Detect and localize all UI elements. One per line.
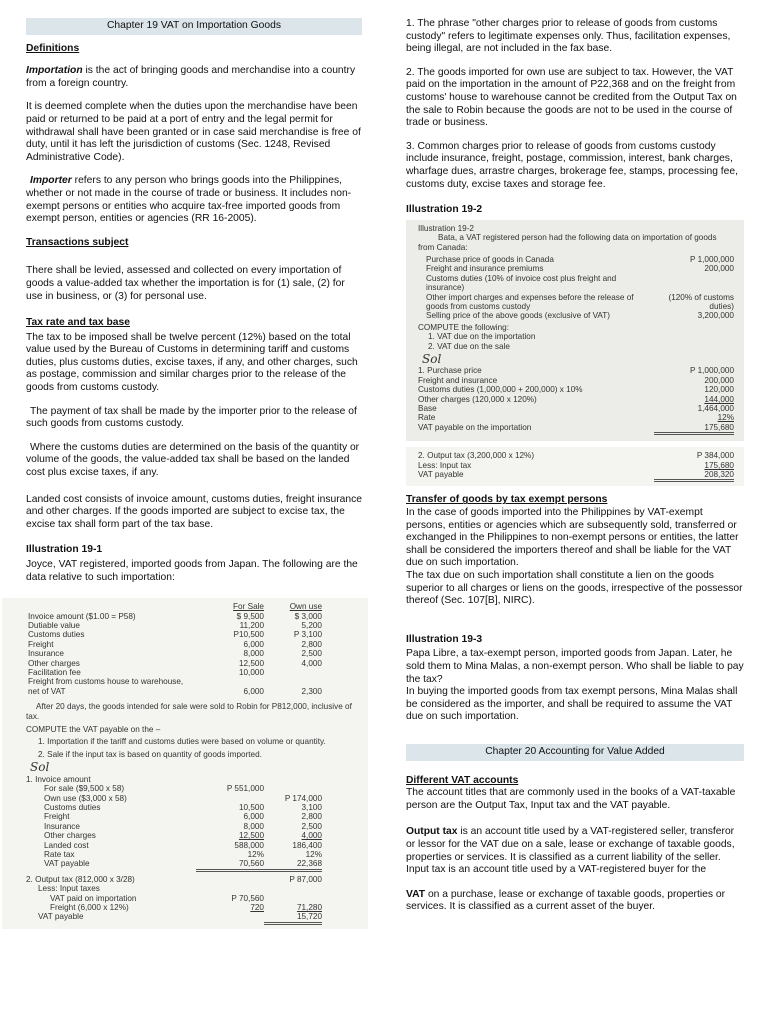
row-label: Customs duties: [44, 802, 101, 812]
scan2-q1: 1. VAT due on the importation: [428, 332, 536, 342]
scan1-compute: COMPUTE the VAT payable on the –: [26, 725, 161, 735]
table-row: [26, 677, 362, 686]
table-row: [418, 423, 734, 435]
row-value: $ 3,000: [294, 611, 322, 621]
different-vat-heading: Different VAT accounts: [406, 774, 519, 786]
row-label: Selling price of the above goods (exclusive of VAT): [426, 311, 611, 321]
table-row: [26, 841, 362, 850]
row-label: Landed cost: [44, 840, 89, 850]
table-row: [26, 784, 362, 793]
table-row: [26, 612, 362, 621]
illustration-19-1-text: Joyce, VAT registered, imported goods from Japan. The following are the data relative to such importation:: [26, 559, 358, 583]
table-row: [26, 850, 362, 859]
row-value: 12,500: [238, 831, 264, 841]
illustration-19-3-text: Papa Libre, a tax-exempt person, imported goods from Japan. Later, he sold them to Mina Malas, a non-exempt person. Who shall be liable to pay the tax?: [406, 648, 744, 685]
scan1-s2-title-row: 2. Output tax (812,000 x 3/28) P 87,000: [26, 874, 322, 884]
scan2-q2: 2. VAT due on the sale: [428, 341, 510, 351]
row-value: P 551,000: [226, 784, 264, 794]
importer-text: refers to any person who brings goods into the Philippines, whether or not made in the course of trade or business. It includes non-exempt persons or entities who acquire tax-free imported goods from exempt person, entities or agencies (RR 16-2005).: [26, 175, 352, 225]
scan1-q1: 1. Importation if the tariff and customs duties were based on volume or quantity.: [38, 737, 326, 747]
solution-mark: Sol: [30, 760, 50, 775]
transfer-paragraph: In the case of goods imported into the Philippines by VAT-exempt persons, entities or agencies which are subsequently sold, transferred or exchanged in the Philippines to non-exempt persons or entities, the latter shall be considered the importers thereof and shall be liable for the VAT due on such importation.: [406, 507, 739, 569]
row-value: 6,000: [243, 812, 264, 822]
illustration-19-2-scan: [406, 220, 744, 442]
row-label: Other charges (120,000 x 120%): [418, 394, 537, 404]
table-row: [26, 822, 362, 831]
row-label: Purchase price of goods in Canada: [426, 254, 554, 264]
importation-term: Importation: [26, 65, 83, 77]
importation-text: is the act of bringing goods and merchandise into a country from a foreign country.: [26, 65, 356, 89]
table-row: [26, 859, 362, 871]
table-row: [418, 451, 734, 460]
row-value: 2,800: [301, 812, 322, 822]
row-label: Other import charges and expenses before the release of goods from customs custody: [426, 292, 634, 311]
scan2-compute: COMPUTE the following:: [418, 322, 510, 332]
row-value: 12,500: [238, 658, 264, 668]
row-value: (120% of customs duties): [668, 292, 734, 311]
table-row: [426, 311, 734, 320]
row-value: 588,000: [234, 840, 264, 850]
scan1-after: After 20 days, the goods intended for sale were sold to Robin for P812,000, inclusive of tax.: [26, 702, 352, 721]
row-value: 1,464,000: [697, 404, 734, 414]
row-value: 22,368: [264, 859, 322, 871]
table-row: [418, 366, 734, 375]
row-value: 4,000: [301, 831, 322, 841]
row-value: 200,000: [704, 264, 734, 274]
scan2-intro: Bata, a VAT registered person had the following data on importation of goods from Canada:: [418, 233, 717, 252]
row-label: Customs duties (1,000,000 + 200,000) x 10%: [418, 385, 583, 395]
scan1-s1-title: 1. Invoice amount: [26, 774, 91, 784]
row-label: Freight: [44, 812, 70, 822]
row-label: Invoice amount ($1.00 = P58): [28, 611, 136, 621]
row-value: 12%: [305, 849, 322, 859]
table-row: [26, 903, 362, 912]
row-value: 200,000: [704, 375, 734, 385]
row-label: Freight and insurance premiums: [426, 264, 544, 274]
output-tax-term: Output tax: [406, 826, 458, 838]
scan1-s2-payable-row: VAT payable 15,720: [26, 912, 362, 924]
table-row: [418, 404, 734, 413]
table-row: [426, 264, 734, 273]
table-row: [26, 668, 362, 677]
row-label: Less: Input tax: [418, 460, 472, 470]
row-label: VAT payable on the importation: [418, 422, 532, 432]
row-label: Base: [418, 404, 437, 414]
row-value: 12%: [247, 849, 264, 859]
row-label: Dutiable value: [28, 621, 80, 630]
row-value: 720: [250, 902, 264, 912]
row-label: Freight: [28, 639, 54, 649]
row-label: Freight and insurance: [418, 375, 498, 385]
scan2-solution-rows: [418, 366, 734, 435]
illustration-19-3-answer: In buying the imported goods from tax exempt persons, Mina Malas shall be considered as the importer, and shall be required to assume the VAT due on such importation.: [406, 686, 738, 723]
left-column: [26, 18, 362, 929]
transactions-heading: Transactions subject: [26, 236, 129, 248]
row-value: 11,200: [239, 621, 264, 630]
row-value: 2,300: [301, 686, 322, 696]
importer-paragraph: [26, 175, 362, 225]
row-value: 2,800: [301, 639, 322, 649]
row-label: Facilitation fee: [28, 668, 81, 678]
table-row: [26, 831, 362, 840]
row-value: [264, 894, 322, 903]
row-value: [264, 677, 322, 686]
row-value: [214, 677, 264, 686]
table-row: [26, 687, 362, 696]
payment-paragraph: The payment of tax shall be made by the importer prior to the release of such goods from customs custody.: [26, 405, 357, 430]
row-value: 71,280: [296, 902, 322, 912]
scan2-label: Illustration 19-2: [418, 223, 474, 233]
row-value: 120,000: [704, 385, 734, 395]
table-row: [418, 376, 734, 385]
landed-paragraph: Landed cost consists of invoice amount, customs duties, freight insurance and other charges. If the goods imported are subject to excise tax, the excise tax shall form part of the tax base.: [26, 493, 362, 530]
illustration-19-1-heading: Illustration 19-1: [26, 544, 103, 556]
row-value: 5,200: [301, 621, 322, 630]
right-column: [406, 18, 744, 925]
importation-paragraph: [26, 65, 362, 90]
lien-paragraph: The tax due on such importation shall constitute a lien on the goods superior to all charges or liens on the goods, irrespective of the possessor thereof (Sec. 107[B], NIRC).: [406, 570, 743, 607]
row-value: P 174,000: [284, 793, 322, 803]
row-value: 70,560: [196, 859, 264, 871]
scan1-s2-less: Less: Input taxes: [38, 884, 100, 894]
row-label: 1. Purchase price: [418, 366, 482, 376]
row-label: VAT payable: [44, 859, 90, 869]
transactions-paragraph: There shall be levied, assessed and collected on every importation of goods a value-added tax whether the importation is for (1) sale, (2) for use in business, or (3) for personal use.: [26, 265, 345, 302]
scan1-col-headers: [26, 602, 362, 611]
row-label: Freight (6,000 x 12%): [50, 902, 129, 912]
table-row: [418, 395, 734, 404]
table-row: [418, 461, 734, 470]
taxrate-paragraph: The tax to be imposed shall be twelve percent (12%) based on the total value used by the Bureau of Customs in determining tariff and customs duties, plus customs duties, excise taxes, if any, and other charges, such as postage, commission and similar charges prior to the release of the goods from customs custody.: [26, 331, 358, 394]
table-row: [418, 470, 734, 482]
illustration-19-3-heading: Illustration 19-3: [406, 633, 483, 645]
row-value: [644, 274, 734, 293]
row-label: Own use ($3,000 x 58): [44, 793, 127, 803]
scan1-solution2-rows: [26, 894, 362, 913]
scan2-solution-mark: Sol: [422, 352, 442, 366]
row-value: P 70,560: [231, 893, 264, 903]
row-value: $ 9,500: [236, 611, 264, 621]
table-row: [426, 293, 734, 312]
row-value: P 384,000: [696, 451, 734, 461]
row-value: 6,000: [243, 686, 264, 696]
row-label: Insurance: [28, 649, 64, 659]
table-row: [26, 640, 362, 649]
row-label: VAT payable: [418, 470, 464, 480]
taxrate-heading: Tax rate and tax base: [26, 317, 130, 329]
scan1-q2: 2. Sale if the input tax is based on quantity of goods imported.: [38, 749, 262, 759]
illustration-19-2-answer-2-scan: [406, 447, 744, 486]
row-value: P 1,000,000: [689, 366, 734, 376]
table-row: [418, 413, 734, 422]
row-label: Insurance: [44, 821, 80, 831]
table-row: [26, 794, 362, 803]
table-row: [26, 894, 362, 903]
chapter-19-title: Chapter 19 VAT on Importation Goods: [26, 18, 362, 35]
row-value: 10,500: [238, 802, 264, 812]
row-value: P10,500: [233, 630, 264, 640]
row-label: Customs duties (10% of invoice cost plus freight and insurance): [426, 273, 617, 293]
row-value: 186,400: [292, 840, 322, 850]
row-value: 3,200,000: [697, 311, 734, 321]
output-tax-paragraph: Output tax is an account title used by a VAT-registered seller, transferor or lessor for the VAT due on a sale, lease or exchange of taxable goods, properties or services. It is classified as a current liability of the seller.: [406, 826, 735, 863]
illustration-19-1-scan: [2, 598, 368, 929]
row-label: Rate tax: [44, 849, 75, 859]
row-label: VAT paid on importation: [50, 893, 137, 903]
complete-paragraph: It is deemed complete when the duties upon the merchandise have been paid or returned to be paid at a port of entry and the legal permit for withdrawal shall have been granted or in case said merchandise is free of duty, until it has left the jurisdiction of customs (Sec. 1248, Revised Administrative Code).: [26, 101, 361, 163]
row-label: For sale ($9,500 x 58): [44, 784, 125, 794]
note-1: 1. The phrase "other charges prior to release of goods from customs custody" refers to legitimate expenses only. Thus, facilitation expenses, being illegal, are not included in the fax base.: [406, 18, 731, 55]
table-row: [26, 803, 362, 812]
row-value: P 1,000,000: [689, 254, 734, 264]
transfer-heading: Transfer of goods by tax exempt persons: [406, 494, 608, 506]
row-value: P 3,100: [293, 630, 322, 640]
table-row: [26, 812, 362, 821]
row-value: 3,100: [301, 802, 322, 812]
table-row: [26, 621, 362, 630]
definitions-heading: Definitions: [26, 42, 80, 54]
table-row: [426, 274, 734, 293]
row-value: 6,000: [243, 639, 264, 649]
vat-term: VAT: [406, 888, 426, 900]
col-own-use: Own use: [289, 602, 322, 612]
note-2: 2. The goods imported for own use are subject to tax. However, the VAT paid on the importation in the amount of P22,368 and on the freight from customs' house to warehouse cannot be credited from the Output Tax on the sale to Robin because the goods are not to be used in the course of trade or business.: [406, 66, 737, 129]
row-label: 2. Output tax (3,200,000 x 12%): [418, 451, 535, 461]
row-value: 2,500: [301, 821, 322, 831]
where-paragraph: Where the customs duties are determined on the basis of the quantity or volume of the goods, the value-added tax shall be based on the landed cost plus excise taxes, if any.: [26, 441, 360, 479]
row-value: [196, 794, 264, 803]
row-value: 208,320: [654, 470, 734, 482]
row-label: Freight from customs house to warehouse,: [28, 677, 184, 687]
row-value: 175,680: [704, 460, 734, 470]
row-value: 175,680: [654, 423, 734, 435]
different-vat-paragraph: The account titles that are commonly used in the books of a VAT-taxable person are the Output Tax, Input tax and the VAT payable.: [406, 787, 736, 811]
row-value: [264, 668, 322, 677]
vat-paragraph: VAT on a purchase, lease or exchange of taxable goods, properties or services. It is classified as a current asset of the buyer.: [406, 888, 726, 913]
row-value: 2,500: [301, 649, 322, 659]
importer-term: Importer: [30, 175, 72, 187]
input-tax-paragraph: Input tax is an account title used by a VAT-registered buyer for the: [406, 864, 707, 876]
chapter-20-title: Chapter 20 Accounting for Value Added: [406, 744, 744, 761]
table-row: [26, 630, 362, 639]
table-row: [426, 255, 734, 264]
row-label: net of VAT: [28, 686, 66, 696]
scan2-rows: [426, 255, 734, 321]
table-row: [26, 649, 362, 658]
row-label: Rate: [418, 413, 436, 423]
row-value: 144,000: [704, 394, 734, 404]
table-row: [418, 385, 734, 394]
row-label: Customs duties: [28, 630, 85, 640]
row-value: 12%: [717, 413, 734, 423]
illustration-19-2-heading: Illustration 19-2: [406, 204, 483, 216]
row-label: Other charges: [44, 831, 96, 841]
row-value: 8,000: [243, 649, 264, 659]
row-value: [264, 784, 322, 793]
row-value: 4,000: [301, 658, 322, 668]
scan1-solution1-rows: [26, 784, 362, 872]
col-for-sale: For Sale: [233, 602, 264, 612]
scan1-rows: [26, 612, 362, 697]
table-row: [26, 659, 362, 668]
scan3-rows: [418, 451, 734, 482]
row-value: 8,000: [243, 821, 264, 831]
note-3: 3. Common charges prior to release of goods from customs custody include insurance, freight, postage, commission, interest, bank charges, wharfage dues, arrastre charges, brokerage fee, stamps, processing fee, customs duty, excise taxes and storage fee.: [406, 140, 738, 190]
row-label: Other charges: [28, 658, 80, 668]
row-value: 10,000: [238, 668, 264, 678]
